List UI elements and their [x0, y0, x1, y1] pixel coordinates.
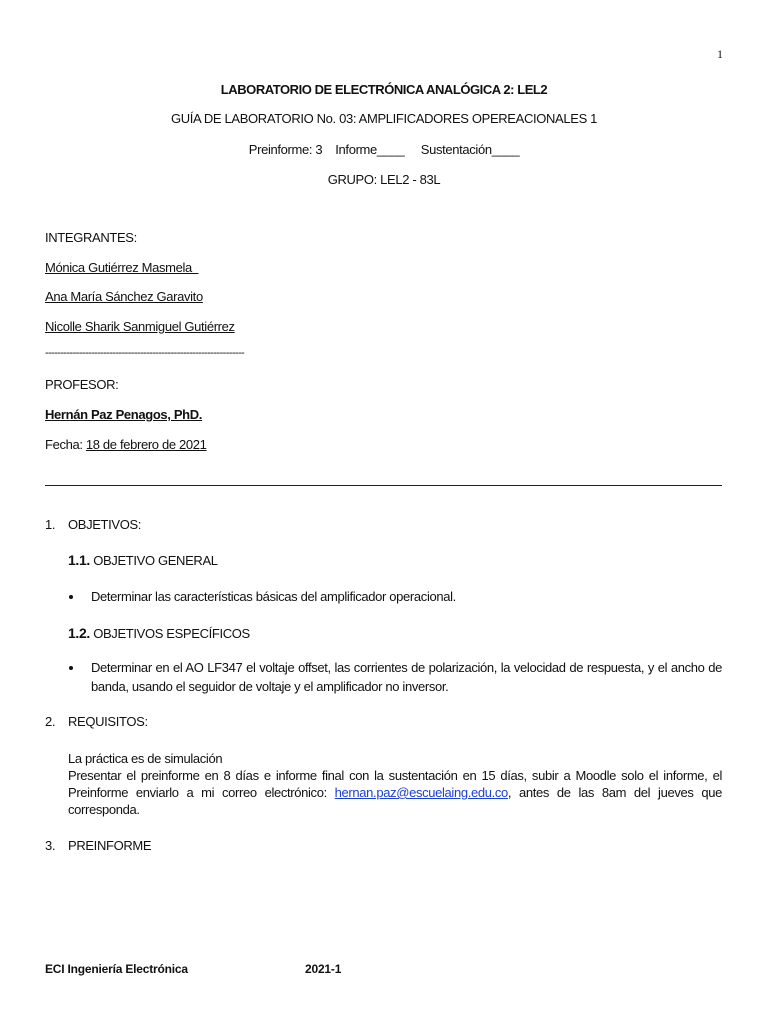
- section-requirements-number: 2.: [45, 714, 56, 729]
- requirements-text: , antes de las 8am del jueves que: [507, 785, 722, 800]
- member-name: Ana María Sánchez Garavito: [45, 289, 203, 304]
- subsection-specific-number: 1.2.: [68, 625, 90, 641]
- guide-title: GUÍA DE LABORATORIO No. 03: AMPLIFICADORES OPEREACIONALES 1: [170, 111, 598, 126]
- document-title: LABORATORIO DE ELECTRÓNICA ANALÓGICA 2: LEL2: [220, 82, 548, 97]
- subsection-specific-title: OBJETIVOS ESPECÍFICOS: [93, 626, 250, 641]
- separator-line: -----------------------------------------------------------------: [45, 347, 245, 359]
- subsection-general-number: 1.1.: [68, 552, 90, 568]
- subsection-specific: [68, 625, 250, 641]
- requirements-line: corresponda.: [68, 802, 140, 817]
- bullet-dot: [69, 666, 73, 670]
- date-line: [45, 437, 207, 452]
- grading-line: Preinforme: 3 Informe____ Sustentación____: [248, 142, 520, 157]
- requirements-text: Preinforme enviarlo a mi correo electrónico:: [68, 785, 335, 800]
- footer-left: ECI Ingeniería Electrónica: [45, 962, 188, 976]
- date-value: 18 de febrero de 2021: [85, 437, 207, 452]
- section-objectives-number: 1.: [45, 517, 56, 532]
- professor-name: Hernán Paz Penagos, PhD.: [45, 407, 203, 422]
- member-name: Mónica Gutiérrez Masmela: [45, 260, 199, 275]
- section-preinforme-title: PREINFORME: [68, 838, 152, 853]
- specific-objective-line-1: Determinar en el AO LF347 el voltaje offset, las corrientes de polarización, la velocidad de respuesta, y el ancho de: [91, 660, 722, 675]
- group-line: GRUPO: LEL2 - 83L: [327, 172, 441, 187]
- general-objective-text: Determinar las características básicas del amplificador operacional.: [91, 589, 456, 604]
- member-name: Nicolle Sharik Sanmiguel Gutiérrez: [45, 319, 235, 334]
- email-link[interactable]: hernan.paz@escuelaing.edu.co: [334, 785, 508, 800]
- bullet-dot: [69, 595, 73, 599]
- footer-right: 2021-1: [305, 962, 342, 976]
- section-objectives-title: OBJETIVOS:: [68, 517, 142, 532]
- section-preinforme-number: 3.: [45, 838, 56, 853]
- members-label: INTEGRANTES:: [45, 230, 137, 245]
- subsection-general: [68, 552, 218, 568]
- horizontal-rule: [45, 485, 722, 486]
- specific-objective-line-2: banda, usando el seguidor de voltaje y el amplificador no inversor.: [91, 679, 449, 694]
- section-requirements-title: REQUISITOS:: [68, 714, 148, 729]
- subsection-general-title: OBJETIVO GENERAL: [93, 553, 218, 568]
- professor-label: PROFESOR:: [45, 377, 119, 392]
- page-number: 1: [717, 47, 723, 61]
- requirements-paragraph: [68, 750, 722, 818]
- requirements-line: Presentar el preinforme en 8 días e informe final con la sustentación en 15 días, subir a Moodle solo el informe, el: [68, 768, 722, 783]
- requirements-line: La práctica es de simulación: [68, 751, 223, 766]
- requirements-line-with-email: [68, 784, 722, 801]
- date-label: Fecha:: [45, 437, 86, 452]
